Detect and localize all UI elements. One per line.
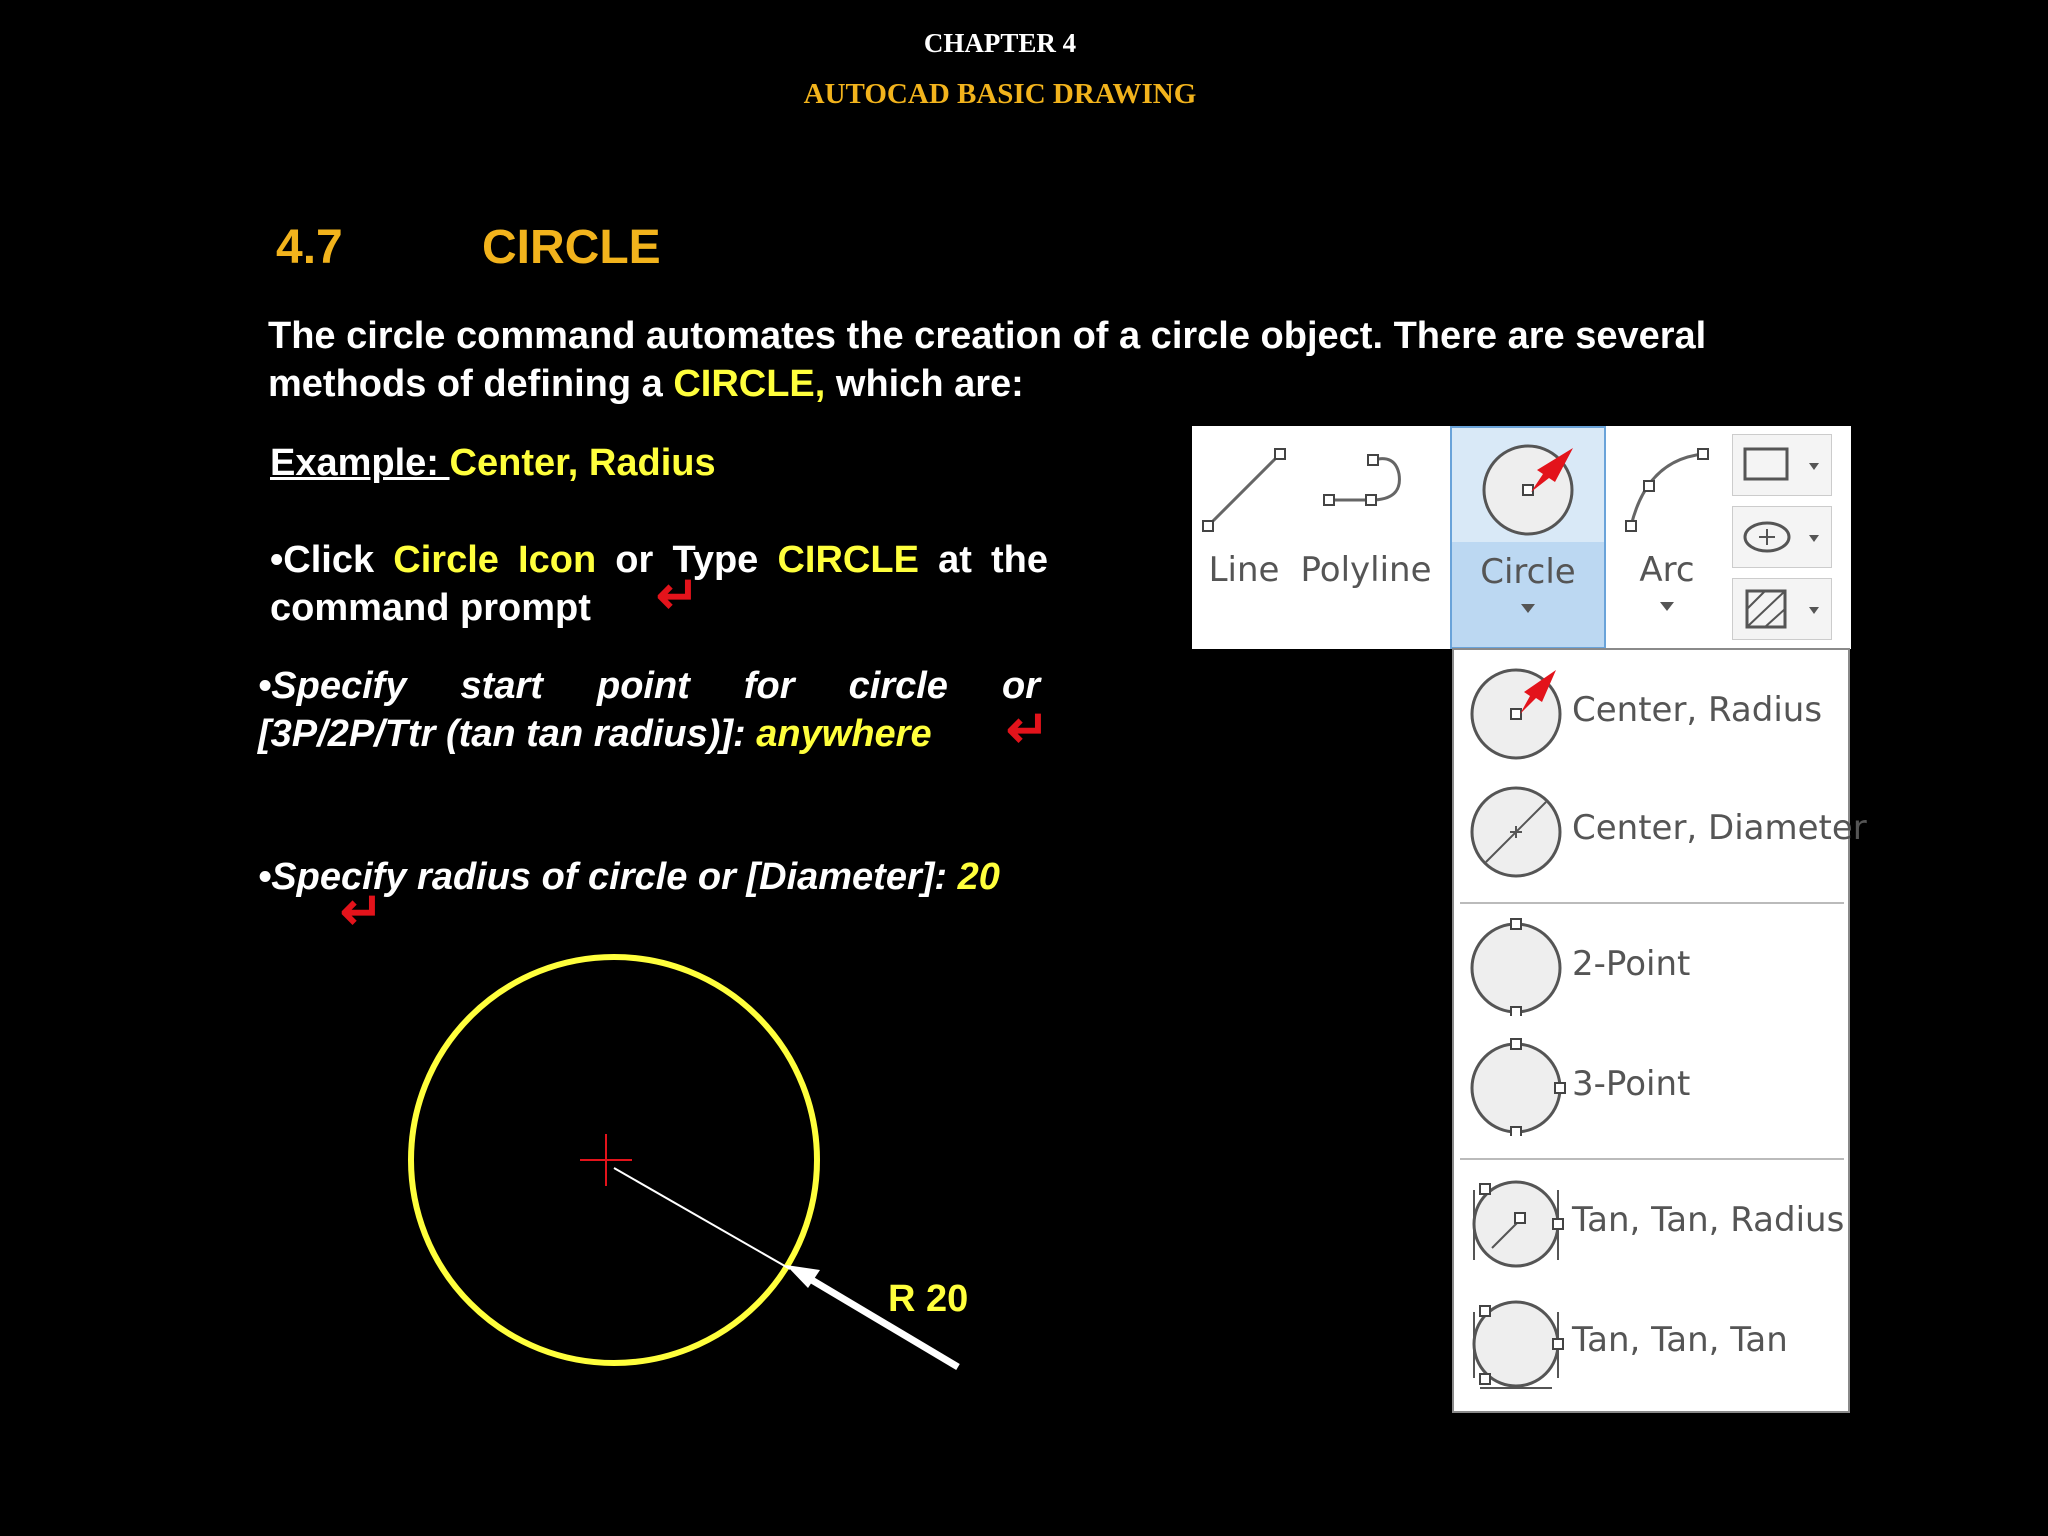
polyline-label: Polyline [1300, 550, 1432, 590]
two-point-icon [1466, 916, 1566, 1016]
menu-item-center-radius[interactable] [1454, 650, 1850, 768]
intro-text: The circle command automates the creation of a circle object. There are several methods of defining a [268, 315, 1707, 405]
polyline-button[interactable] [1296, 426, 1436, 649]
menu-item-label: Center, Diameter [1572, 808, 1867, 848]
circle-dropdown-menu [1452, 648, 1867, 1413]
menu-item-label: Tan, Tan, Radius [1572, 1200, 1845, 1240]
center-diameter-icon [1466, 780, 1566, 880]
line-button[interactable] [1192, 426, 1296, 649]
step2-line1: •Specify start point for circle or [258, 665, 1040, 707]
three-point-icon [1466, 1036, 1566, 1136]
step1-mid: or Type [596, 539, 778, 581]
hatch-button[interactable] [1732, 578, 1832, 640]
circle-label: Circle [1480, 552, 1576, 592]
radius-line [614, 1168, 790, 1269]
intro-text-end: which are: [825, 363, 1024, 405]
menu-item-label: 2-Point [1572, 944, 1691, 984]
example-label: Example: [270, 442, 450, 484]
menu-item-2-point[interactable] [1454, 904, 1850, 1022]
chevron-down-icon [1660, 602, 1674, 612]
polyline-icon [1311, 440, 1421, 540]
line-label: Line [1208, 550, 1280, 590]
line-icon [1194, 440, 1294, 540]
chapter-heading: CHAPTER 4 [923, 28, 1077, 58]
radius-label: R 20 [888, 1278, 969, 1320]
step3-text: •Specify radius of circle or [Diameter]: [258, 856, 958, 898]
step1-line2: command prompt [270, 587, 591, 629]
tan-tan-radius-icon [1466, 1172, 1566, 1272]
intro-highlight: CIRCLE, [673, 363, 826, 405]
step1-icon-name: Circle Icon [393, 539, 597, 581]
menu-item-label: 3-Point [1572, 1064, 1691, 1104]
draw-ribbon-panel [1192, 426, 1851, 649]
chevron-down-icon [1521, 604, 1535, 614]
return-icon: ↵ [340, 883, 384, 941]
section-title: CIRCLE [482, 221, 661, 274]
menu-item-label: Tan, Tan, Tan [1572, 1320, 1788, 1360]
arc-button[interactable] [1612, 426, 1722, 649]
step1-end: at the [918, 539, 1048, 581]
intro-paragraph [268, 312, 1808, 408]
arc-label: Arc [1639, 550, 1695, 590]
return-icon: ↵ [1006, 701, 1050, 759]
step2-value: anywhere [756, 713, 932, 755]
arc-icon [1617, 440, 1717, 540]
menu-item-center-diameter[interactable] [1454, 768, 1867, 886]
circle-button[interactable] [1450, 426, 1606, 649]
center-radius-icon [1466, 662, 1566, 762]
menu-item-tan-tan-radius[interactable] [1454, 1160, 1850, 1278]
step1-bullet: •Click [270, 539, 394, 581]
hatch-icon [1733, 579, 1829, 639]
example-line [270, 442, 716, 485]
circle-icon [1473, 434, 1583, 544]
menu-item-3-point[interactable] [1454, 1024, 1850, 1142]
tan-tan-tan-icon [1466, 1292, 1566, 1392]
rectangle-button[interactable] [1732, 434, 1832, 496]
example-value: Center, Radius [449, 442, 716, 484]
menu-item-label: Center, Radius [1572, 690, 1823, 730]
return-icon: ↵ [656, 567, 700, 625]
section-number: 4.7 [276, 221, 343, 274]
ellipse-button[interactable] [1732, 506, 1832, 568]
chapter-subtitle: AUTOCAD BASIC DRAWING [803, 78, 1197, 110]
step3-value: 20 [957, 856, 1000, 898]
rectangle-icon [1733, 435, 1829, 495]
step2-line2: [3P/2P/Ttr (tan tan radius)]: [258, 713, 757, 755]
step-2 [258, 662, 1040, 758]
ellipse-icon [1733, 507, 1829, 567]
step1-command: CIRCLE [777, 539, 919, 581]
menu-item-tan-tan-tan[interactable] [1454, 1280, 1850, 1398]
